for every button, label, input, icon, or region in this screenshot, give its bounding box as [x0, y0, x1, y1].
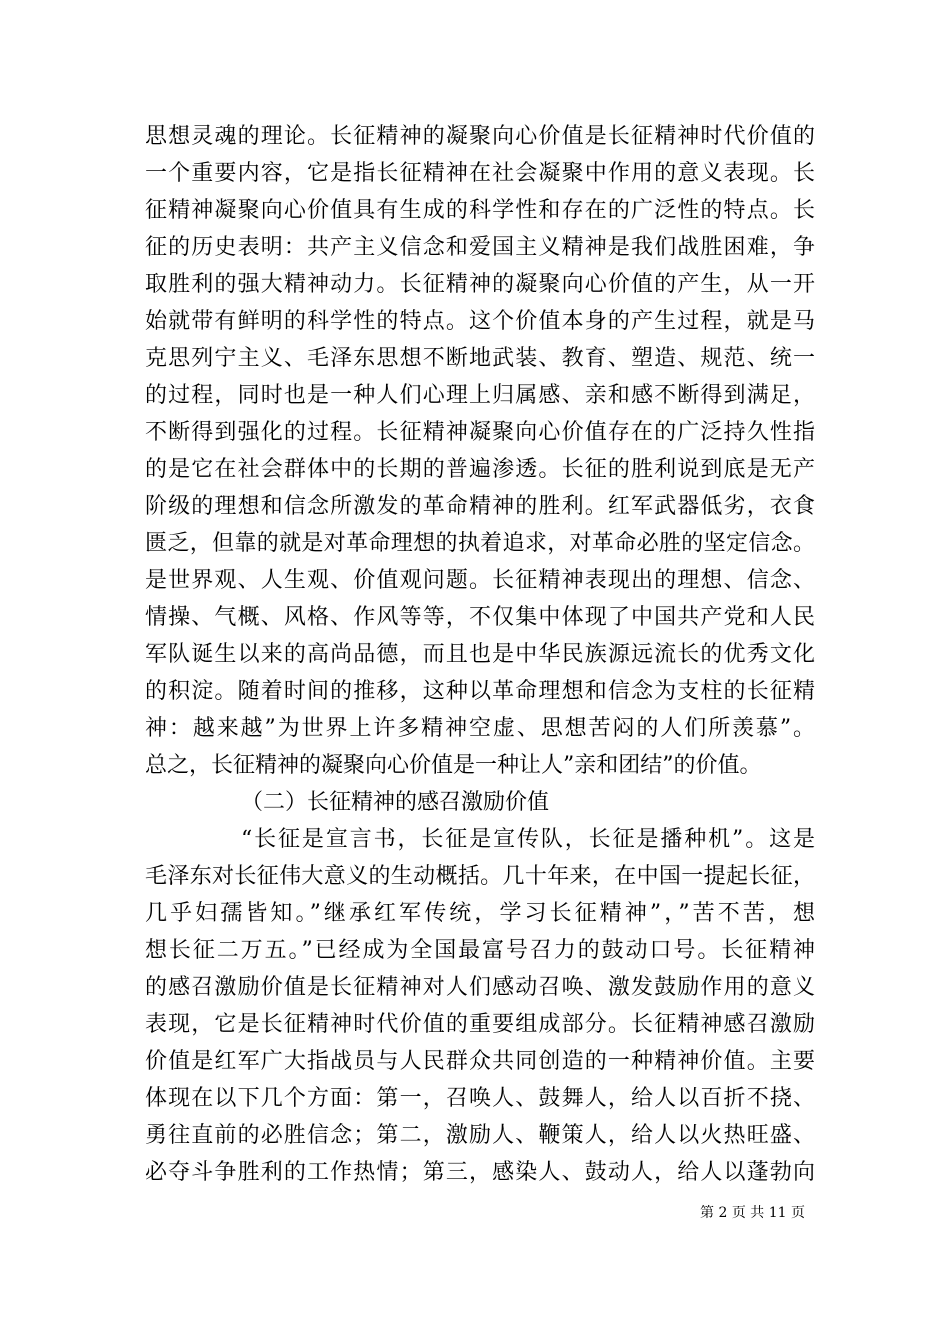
body-text [145, 118, 815, 1191]
paragraph-line: 匮乏，但靠的就是对革命理想的执着追求，对革命必胜的坚定信念。 [145, 531, 815, 556]
paragraph-line: 的是它在社会群体中的长期的普遍渗透。长征的胜利说到底是无产 [145, 457, 815, 482]
paragraph-first-line: “长征是宣言书，长征是宣传队，长征是播种机”。这是 [241, 827, 815, 852]
paragraph-line: 的积淀。随着时间的推移，这种以革命理想和信念为支柱的长征精 [145, 679, 815, 704]
paragraph-line: 克思列宁主义、毛泽东思想不断地武装、教育、塑造、规范、统一 [145, 346, 815, 371]
paragraph-line: 是世界观、人生观、价值观问题。长征精神表现出的理想、信念、 [145, 568, 815, 593]
paragraph-line: 体现在以下几个方面：第一，召唤人、鼓舞人，给人以百折不挠、 [145, 1086, 815, 1111]
paragraph-line: 勇往直前的必胜信念；第二，激励人、鞭策人，给人以火热旺盛、 [145, 1123, 815, 1148]
section-heading: （二）长征精神的感召激励价值 [241, 790, 550, 815]
paragraph-line: 毛泽东对长征伟大意义的生动概括。几十年来，在中国一提起长征， [145, 864, 815, 889]
paragraph-line: 军队诞生以来的高尚品德，而且也是中华民族源远流长的优秀文化 [145, 642, 815, 667]
paragraph-line: 征精神凝聚向心价值具有生成的科学性和存在的广泛性的特点。长 [145, 198, 815, 223]
paragraph-line: 的感召激励价值是长征精神对人们感动召唤、激发鼓励作用的意义 [145, 975, 815, 1000]
paragraph-line: 征的历史表明：共产主义信念和爱国主义精神是我们战胜困难，争 [145, 235, 815, 260]
paragraph-line: 情操、气概、风格、作风等等，不仅集中体现了中国共产党和人民 [145, 605, 815, 630]
paragraph-line: 的过程，同时也是一种人们心理上归属感、亲和感不断得到满足， [145, 383, 815, 408]
paragraph-line: 价值是红军广大指战员与人民群众共同创造的一种精神价值。主要 [145, 1049, 815, 1074]
paragraph-line: 神：越来越”为世界上许多精神空虚、思想苦闷的人们所羡慕”。 [145, 716, 815, 741]
paragraph-line: 取胜利的强大精神动力。长征精神的凝聚向心价值的产生，从一开 [145, 272, 815, 297]
paragraph-line: 几乎妇孺皆知。”继承红军传统，学习长征精神”，”苦不苦，想 [145, 901, 815, 926]
paragraph-last-line: 总之，长征精神的凝聚向心价值是一种让人”亲和团结”的价值。 [145, 753, 762, 778]
paragraph-line: 思想灵魂的理论。长征精神的凝聚向心价值是长征精神时代价值的 [145, 124, 815, 149]
paragraph-line: 不断得到强化的过程。长征精神凝聚向心价值存在的广泛持久性指 [145, 420, 815, 445]
paragraph-line: 一个重要内容，它是指长征精神在社会凝聚中作用的意义表现。长 [145, 161, 815, 186]
paragraph-line: 始就带有鲜明的科学性的特点。这个价值本身的产生过程，就是马 [145, 309, 815, 334]
paragraph-line: 表现，它是长征精神时代价值的重要组成部分。长征精神感召激励 [145, 1012, 815, 1037]
page-number-footer: 第 2 页 共 11 页 [700, 1205, 805, 1221]
paragraph-line: 想长征二万五。”已经成为全国最富号召力的鼓动口号。长征精神 [145, 938, 815, 963]
paragraph-line: 必夺斗争胜利的工作热情；第三，感染人、鼓动人，给人以蓬勃向 [145, 1160, 815, 1185]
paragraph-line: 阶级的理想和信念所激发的革命精神的胜利。红军武器低劣，衣食 [145, 494, 815, 519]
